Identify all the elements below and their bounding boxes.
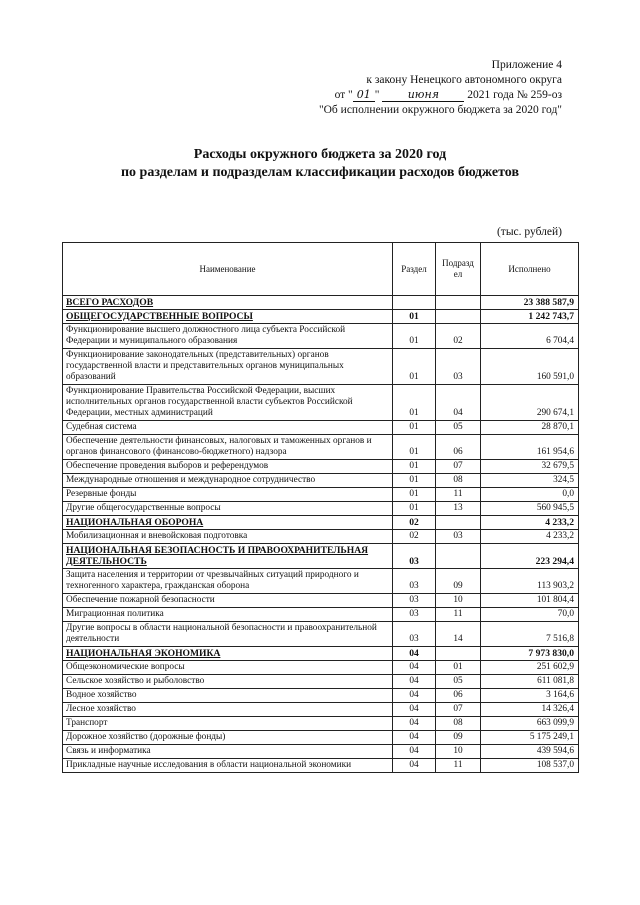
row-subsection: 05: [436, 421, 481, 435]
date-suffix: 2021 года № 259-оз: [467, 89, 562, 101]
row-name: Транспорт: [63, 717, 393, 731]
row-name: ОБЩЕГОСУДАРСТВЕННЫЕ ВОПРОСЫ: [63, 310, 393, 324]
row-amount: 611 081,8: [481, 675, 579, 689]
table-row: [63, 421, 579, 435]
header-executed: Исполнено: [481, 243, 579, 296]
header-subsection: Подразд ел: [436, 243, 481, 296]
row-subsection: 08: [436, 717, 481, 731]
row-amount: 14 326,4: [481, 703, 579, 717]
row-section: 04: [393, 745, 436, 759]
row-name: ВСЕГО РАСХОДОВ: [63, 296, 393, 310]
row-name: Обеспечение деятельности финансовых, налоговых и таможенных органов и органов финансового (финансово-бюджетного) надзора: [63, 435, 393, 460]
row-section: 04: [393, 703, 436, 717]
row-amount: 4 233,2: [481, 516, 579, 530]
table-row: [63, 296, 579, 310]
row-section: 01: [393, 385, 436, 421]
row-section: 01: [393, 460, 436, 474]
row-subsection: 04: [436, 385, 481, 421]
title-line-1: Расходы окружного бюджета за 2020 год: [193, 147, 447, 162]
row-name: Прикладные научные исследования в области национальной экономики: [63, 759, 393, 773]
row-section: 04: [393, 675, 436, 689]
row-name: Функционирование Правительства Российской Федерации, высших исполнительных органов государственной власти субъектов Российской Федерации, местных администраций: [63, 385, 393, 421]
appendix-header: [242, 58, 562, 118]
row-subsection: 03: [436, 349, 481, 385]
row-amount: 439 594,6: [481, 745, 579, 759]
row-name: Дорожное хозяйство (дорожные фонды): [63, 731, 393, 745]
row-name: Другие вопросы в области национальной безопасности и правоохранительной деятельности: [63, 622, 393, 647]
expenditure-table: [62, 242, 579, 773]
row-section: 01: [393, 435, 436, 460]
row-subsection: 02: [436, 324, 481, 349]
row-section: 01: [393, 310, 436, 324]
row-section: 01: [393, 349, 436, 385]
row-name: Мобилизационная и вневойсковая подготовка: [63, 530, 393, 544]
row-name: Общеэкономические вопросы: [63, 661, 393, 675]
header-section: Раздел: [393, 243, 436, 296]
row-amount: 23 388 587,9: [481, 296, 579, 310]
row-amount: 223 294,4: [481, 544, 579, 569]
row-amount: 108 537,0: [481, 759, 579, 773]
row-section: 02: [393, 516, 436, 530]
row-amount: 113 903,2: [481, 569, 579, 594]
row-amount: 101 804,4: [481, 594, 579, 608]
row-section: 04: [393, 661, 436, 675]
table-row: [63, 647, 579, 661]
row-amount: 161 954,6: [481, 435, 579, 460]
row-amount: 28 870,1: [481, 421, 579, 435]
table-row: [63, 544, 579, 569]
row-amount: 251 602,9: [481, 661, 579, 675]
row-subsection: 06: [436, 435, 481, 460]
row-name: Функционирование высшего должностного лица субъекта Российской Федерации и муниципального образования: [63, 324, 393, 349]
row-name: НАЦИОНАЛЬНАЯ БЕЗОПАСНОСТЬ И ПРАВООХРАНИТЕЛЬНАЯ ДЕЯТЕЛЬНОСТЬ: [63, 544, 393, 569]
row-subsection: 07: [436, 460, 481, 474]
row-section: 01: [393, 502, 436, 516]
row-amount: 70,0: [481, 608, 579, 622]
row-name: Лесное хозяйство: [63, 703, 393, 717]
handwritten-day: 01: [353, 89, 375, 102]
row-subsection: [436, 296, 481, 310]
row-subsection: 10: [436, 745, 481, 759]
row-section: 01: [393, 474, 436, 488]
table-row: [63, 608, 579, 622]
appendix-number: Приложение 4: [491, 59, 562, 71]
row-subsection: 03: [436, 530, 481, 544]
row-amount: 5 175 249,1: [481, 731, 579, 745]
row-name: Функционирование законодательных (представительных) органов государственной власти и представительных органов муниципальных образований: [63, 349, 393, 385]
row-amount: 290 674,1: [481, 385, 579, 421]
row-section: 04: [393, 717, 436, 731]
row-subsection: 07: [436, 703, 481, 717]
row-amount: 4 233,2: [481, 530, 579, 544]
table-row: [63, 622, 579, 647]
row-name: Обеспечение проведения выборов и референдумов: [63, 460, 393, 474]
row-name: Резервные фонды: [63, 488, 393, 502]
row-section: 04: [393, 689, 436, 703]
table-row: [63, 703, 579, 717]
date-prefix: от ": [334, 89, 353, 101]
table-row: [63, 661, 579, 675]
row-name: Обеспечение пожарной безопасности: [63, 594, 393, 608]
row-section: 03: [393, 622, 436, 647]
row-subsection: 13: [436, 502, 481, 516]
row-name: Судебная система: [63, 421, 393, 435]
row-subsection: 11: [436, 488, 481, 502]
appendix-date-line: [242, 88, 562, 103]
table-header-row: [63, 243, 579, 296]
row-section: 03: [393, 608, 436, 622]
table-row: [63, 717, 579, 731]
row-subsection: 09: [436, 569, 481, 594]
row-section: 04: [393, 759, 436, 773]
row-amount: 7 973 830,0: [481, 647, 579, 661]
row-name: НАЦИОНАЛЬНАЯ ЭКОНОМИКА: [63, 647, 393, 661]
row-section: 03: [393, 569, 436, 594]
table-row: [63, 569, 579, 594]
row-name: Миграционная политика: [63, 608, 393, 622]
table-row: [63, 310, 579, 324]
row-subsection: 14: [436, 622, 481, 647]
row-amount: 663 099,9: [481, 717, 579, 731]
row-name: Связь и информатика: [63, 745, 393, 759]
row-name: Сельское хозяйство и рыболовство: [63, 675, 393, 689]
header-name: Наименование: [63, 243, 393, 296]
row-section: 03: [393, 544, 436, 569]
date-mid: ": [374, 89, 380, 101]
table-row: [63, 385, 579, 421]
table-row: [63, 745, 579, 759]
row-amount: 32 679,5: [481, 460, 579, 474]
document-title: [0, 146, 640, 182]
row-amount: 160 591,0: [481, 349, 579, 385]
table-row: [63, 594, 579, 608]
row-section: 01: [393, 421, 436, 435]
row-section: [393, 296, 436, 310]
row-subsection: 09: [436, 731, 481, 745]
appendix-law: к закону Ненецкого автономного округа: [366, 74, 562, 86]
table-body: [63, 296, 579, 773]
row-name: Защита населения и территории от чрезвычайных ситуаций природного и техногенного характера, гражданская оборона: [63, 569, 393, 594]
table-row: [63, 460, 579, 474]
table-row: [63, 675, 579, 689]
title-line-2: по разделам и подразделам классификации расходов бюджетов: [120, 165, 520, 180]
row-amount: 7 516,8: [481, 622, 579, 647]
table-row: [63, 488, 579, 502]
row-name: Другие общегосударственные вопросы: [63, 502, 393, 516]
row-subsection: 11: [436, 608, 481, 622]
row-amount: 0,0: [481, 488, 579, 502]
row-subsection: 10: [436, 594, 481, 608]
table-row: [63, 474, 579, 488]
table-row: [63, 349, 579, 385]
row-section: 01: [393, 324, 436, 349]
row-section: 04: [393, 647, 436, 661]
row-section: 02: [393, 530, 436, 544]
table-row: [63, 502, 579, 516]
row-subsection: [436, 544, 481, 569]
row-name: НАЦИОНАЛЬНАЯ ОБОРОНА: [63, 516, 393, 530]
table-row: [63, 759, 579, 773]
row-subsection: 11: [436, 759, 481, 773]
handwritten-month: июня: [382, 89, 464, 102]
row-amount: 560 945,5: [481, 502, 579, 516]
table-row: [63, 516, 579, 530]
row-subsection: [436, 516, 481, 530]
units-label: (тыс. рублей): [496, 226, 562, 238]
row-name: Международные отношения и международное сотрудничество: [63, 474, 393, 488]
table-row: [63, 435, 579, 460]
table-row: [63, 689, 579, 703]
row-subsection: 05: [436, 675, 481, 689]
row-section: 03: [393, 594, 436, 608]
row-subsection: 06: [436, 689, 481, 703]
table-row: [63, 530, 579, 544]
row-subsection: [436, 647, 481, 661]
row-amount: 3 164,6: [481, 689, 579, 703]
row-amount: 6 704,4: [481, 324, 579, 349]
row-name: Водное хозяйство: [63, 689, 393, 703]
appendix-law-title: "Об исполнении окружного бюджета за 2020 год": [318, 104, 562, 116]
row-subsection: 01: [436, 661, 481, 675]
table-row: [63, 324, 579, 349]
row-amount: 324,5: [481, 474, 579, 488]
row-subsection: 08: [436, 474, 481, 488]
table-row: [63, 731, 579, 745]
row-section: 01: [393, 488, 436, 502]
row-subsection: [436, 310, 481, 324]
row-amount: 1 242 743,7: [481, 310, 579, 324]
row-section: 04: [393, 731, 436, 745]
